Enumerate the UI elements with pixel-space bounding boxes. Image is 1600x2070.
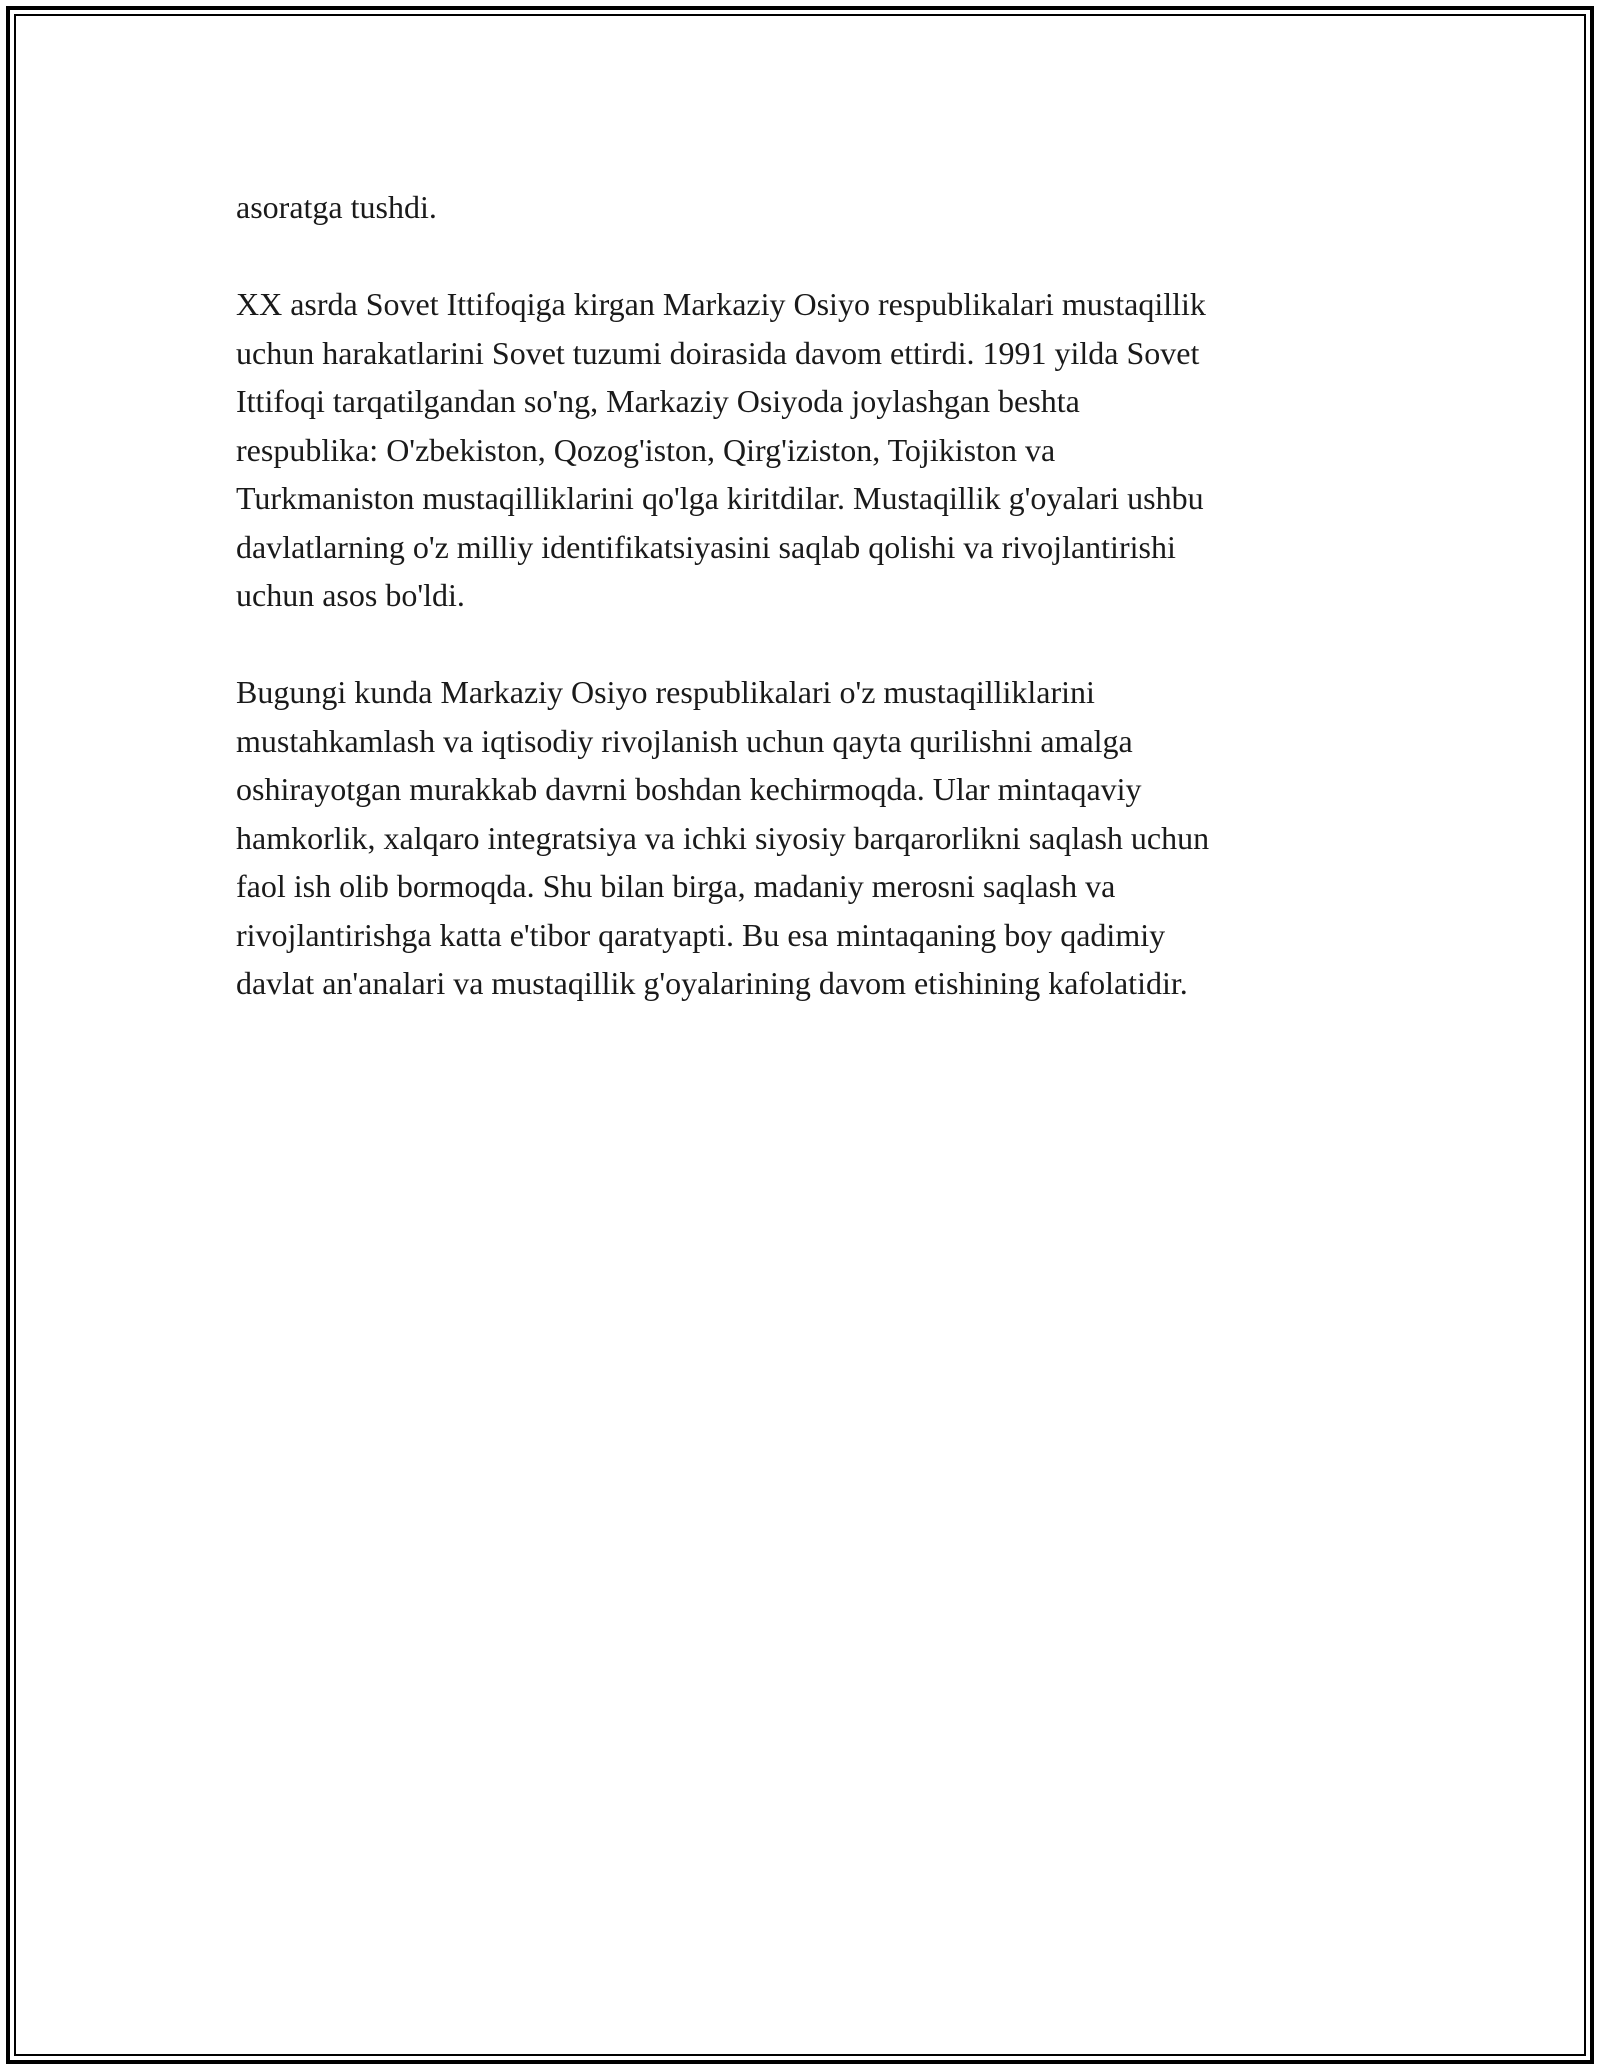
paragraph-present-day: Bugungi kunda Markaziy Osiyo respublikalari o'z mustaqilliklarini mustahkamlash va iqtisodiy rivojlanish uchun qayta qurilishni amalga oshirayotgan murakkab davrni boshdan kechirmoqda. Ular mintaqaviy hamkorlik, xalqaro integratsiya va ichki siyosiy barqarorlikni saqlash uchun faol ish olib bormoqda. Shu bilan birga, madaniy merosni saqlash va rivojlantirishga katta e'tibor qaratyapti. Bu esa mintaqaning boy qadimiy davlat an'analari va mustaqillik g'oyalarining davom etishining kafolatidir. xyxy=(236,674,1210,1001)
document-body xyxy=(236,183,1366,1056)
paragraph-continuation: asoratga tushdi. xyxy=(236,189,437,225)
paragraph-soviet-period: XX asrda Sovet Ittifoqiga kirgan Markaziy Osiyo respublikalari mustaqillik uchun harakatlarini Sovet tuzumi doirasida davom ettirdi. 1991 yilda Sovet Ittifoqi tarqatilgandan so'ng, Markaziy Osiyoda joylashgan beshta respublika: O'zbekiston, Qozog'iston, Qirg'iziston, Tojikiston va Turkmaniston mustaqilliklarini qo'lga kiritdilar. Mustaqillik g'oyalari ushbu davlatlarning o'z milliy identifikatsiyasini saqlab qolishi va rivojlantirishi uchun asos bo'ldi. xyxy=(236,286,1206,613)
